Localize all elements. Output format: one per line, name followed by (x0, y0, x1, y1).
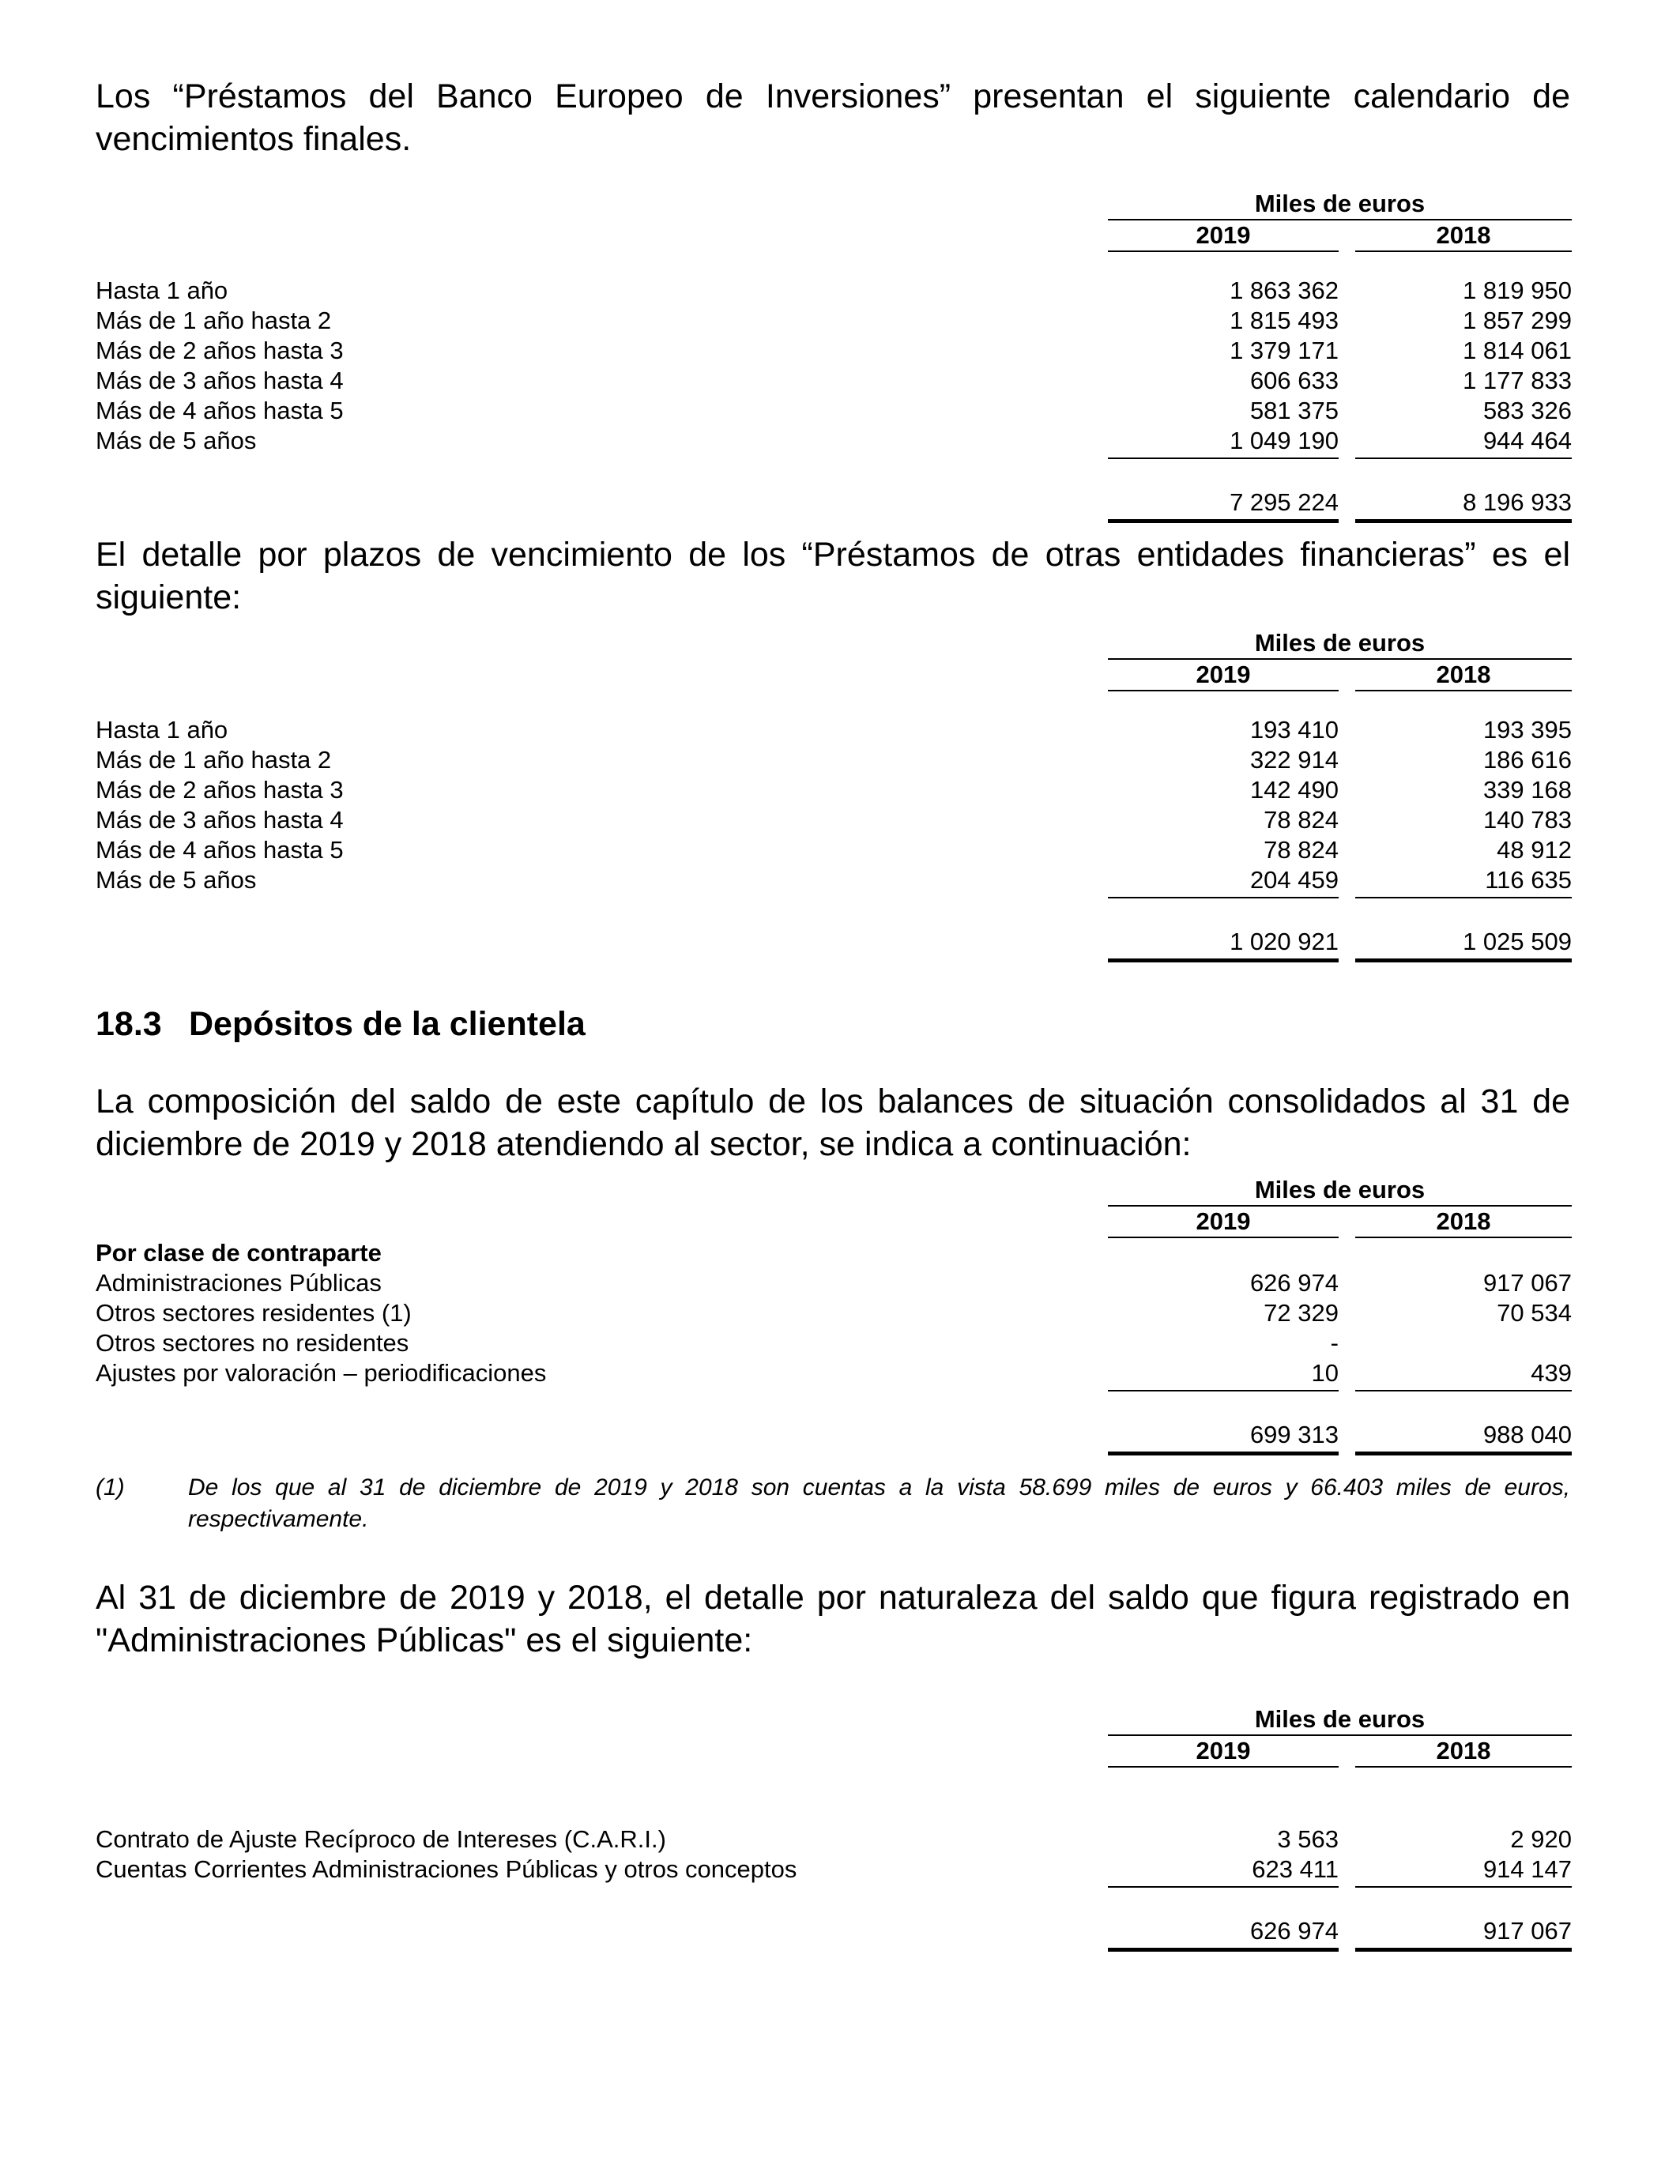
table-row: Cuentas Corrientes Administraciones Públicas y otros conceptos 623 411 914 147 (96, 1855, 1572, 1883)
table-unit-header (96, 628, 1570, 660)
intro-paragraph-deposits: La composición del saldo de este capítulo de los balances de situación consolidados al 31 de diciembre de 2019 y 2018 atendiendo al sector, se indica a continuación: (96, 1083, 1570, 1163)
intro-paragraph-other-entities: El detalle por plazos de vencimiento de los “Préstamos de otras entidades financieras” es el siguiente: (96, 536, 1570, 616)
table-total-row: 699 313 988 040 (1249, 1421, 1572, 1448)
year-2018-header: 2018 (1355, 660, 1572, 691)
table-row: Más de 4 años hasta 5 581 375 583 326 (96, 397, 1572, 424)
table-unit-header (96, 1175, 1570, 1207)
total-rule (1355, 519, 1572, 523)
table-row: Más de 3 años hasta 4 78 824 140 783 (96, 806, 1572, 834)
unit-label: Miles de euros (1108, 1175, 1572, 1207)
table-bei-maturities (96, 189, 1570, 525)
subtotal-rule (1108, 1390, 1339, 1391)
document-page (96, 75, 1570, 1954)
unit-label: Miles de euros (1108, 1704, 1572, 1736)
table-deposits-by-counterparty (96, 1175, 1570, 1458)
table-year-header (96, 660, 1570, 691)
total-rule (1108, 1948, 1339, 1952)
section-title: Depósitos de la clientela (189, 1005, 586, 1043)
year-2018-header: 2018 (1355, 220, 1572, 252)
subtotal-rule (1355, 458, 1572, 459)
table-row: Más de 5 años 1 049 190 944 464 (96, 427, 1572, 454)
table-row: Hasta 1 año 193 410 193 395 (96, 716, 1572, 744)
table-total-row: 1 020 921 1 025 509 (1230, 928, 1572, 955)
footnote-marker: (1) (96, 1474, 125, 1501)
table-row: Otros sectores no residentes - (96, 1329, 1339, 1357)
year-2019-header: 2019 (1108, 1736, 1339, 1768)
subtotal-rule (1355, 1886, 1572, 1888)
subtotal-rule (1108, 897, 1339, 898)
table-subheading: Por clase de contraparte (96, 1239, 382, 1267)
table-total-row: 626 974 917 067 (1249, 1917, 1572, 1945)
subtotal-rule (1108, 458, 1339, 459)
section-number: 18.3 (96, 1005, 162, 1043)
year-2019-header: 2019 (1108, 660, 1339, 691)
table-row: Más de 3 años hasta 4 606 633 1 177 833 (96, 367, 1572, 394)
year-2019-header: 2019 (1108, 1207, 1339, 1238)
table-row: Más de 4 años hasta 5 78 824 48 912 (96, 836, 1572, 864)
table-other-entities-maturities (96, 628, 1570, 965)
year-2018-header: 2018 (1355, 1207, 1572, 1238)
table-public-admin-detail (96, 1704, 1570, 1954)
footnote (96, 1472, 1570, 1535)
table-row: Hasta 1 año 1 863 362 1 819 950 (96, 277, 1572, 304)
table-row: Más de 1 año hasta 2 322 914 186 616 (96, 746, 1572, 774)
total-rule (1108, 519, 1339, 523)
year-2019-header: 2019 (1108, 220, 1339, 252)
unit-label: Miles de euros (1108, 628, 1572, 660)
table-year-header (96, 1207, 1570, 1238)
year-2018-header: 2018 (1355, 1736, 1572, 1768)
table-row: Administraciones Públicas 626 974 917 067 (96, 1269, 1572, 1297)
total-rule (1355, 1948, 1572, 1952)
total-rule (1108, 958, 1339, 962)
section-heading (96, 1003, 1570, 1045)
table-total-row: 7 295 224 8 196 933 (1230, 488, 1572, 516)
total-rule (1108, 1452, 1339, 1455)
intro-paragraph-bei: Los “Préstamos del Banco Europeo de Inversiones” presentan el siguiente calendario de vencimientos finales. (96, 77, 1570, 158)
table-year-header (96, 1736, 1570, 1768)
table-unit-header (96, 189, 1570, 220)
table-unit-header (96, 1704, 1570, 1736)
table-row: Otros sectores residentes (1) 72 329 70 534 (96, 1299, 1572, 1327)
total-rule (1355, 1452, 1572, 1455)
table-row: Más de 2 años hasta 3 142 490 339 168 (96, 776, 1572, 804)
subtotal-rule (1355, 897, 1572, 898)
table-row: Ajustes por valoración – periodificaciones 10 439 (96, 1359, 1572, 1387)
table-row: Más de 1 año hasta 2 1 815 493 1 857 299 (96, 307, 1572, 334)
intro-paragraph-public-admin: Al 31 de diciembre de 2019 y 2018, el detalle por naturaleza del saldo que figura registrado en "Administraciones Públicas" es el siguiente: (96, 1579, 1570, 1659)
unit-label: Miles de euros (1108, 189, 1572, 220)
table-row: Más de 2 años hasta 3 1 379 171 1 814 061 (96, 337, 1572, 364)
table-row: Contrato de Ajuste Recíproco de Intereses (C.A.R.I.) 3 563 2 920 (96, 1825, 1572, 1853)
total-rule (1355, 958, 1572, 962)
subtotal-rule (1108, 1886, 1339, 1888)
table-row: Más de 5 años 204 459 116 635 (96, 866, 1572, 894)
table-year-header (96, 220, 1570, 252)
footnote-text: De los que al 31 de diciembre de 2019 y 2018 son cuentas a la vista 58.699 miles de euros y 66.403 miles de euros, respectivamente. (188, 1474, 1570, 1532)
subtotal-rule (1355, 1390, 1572, 1391)
